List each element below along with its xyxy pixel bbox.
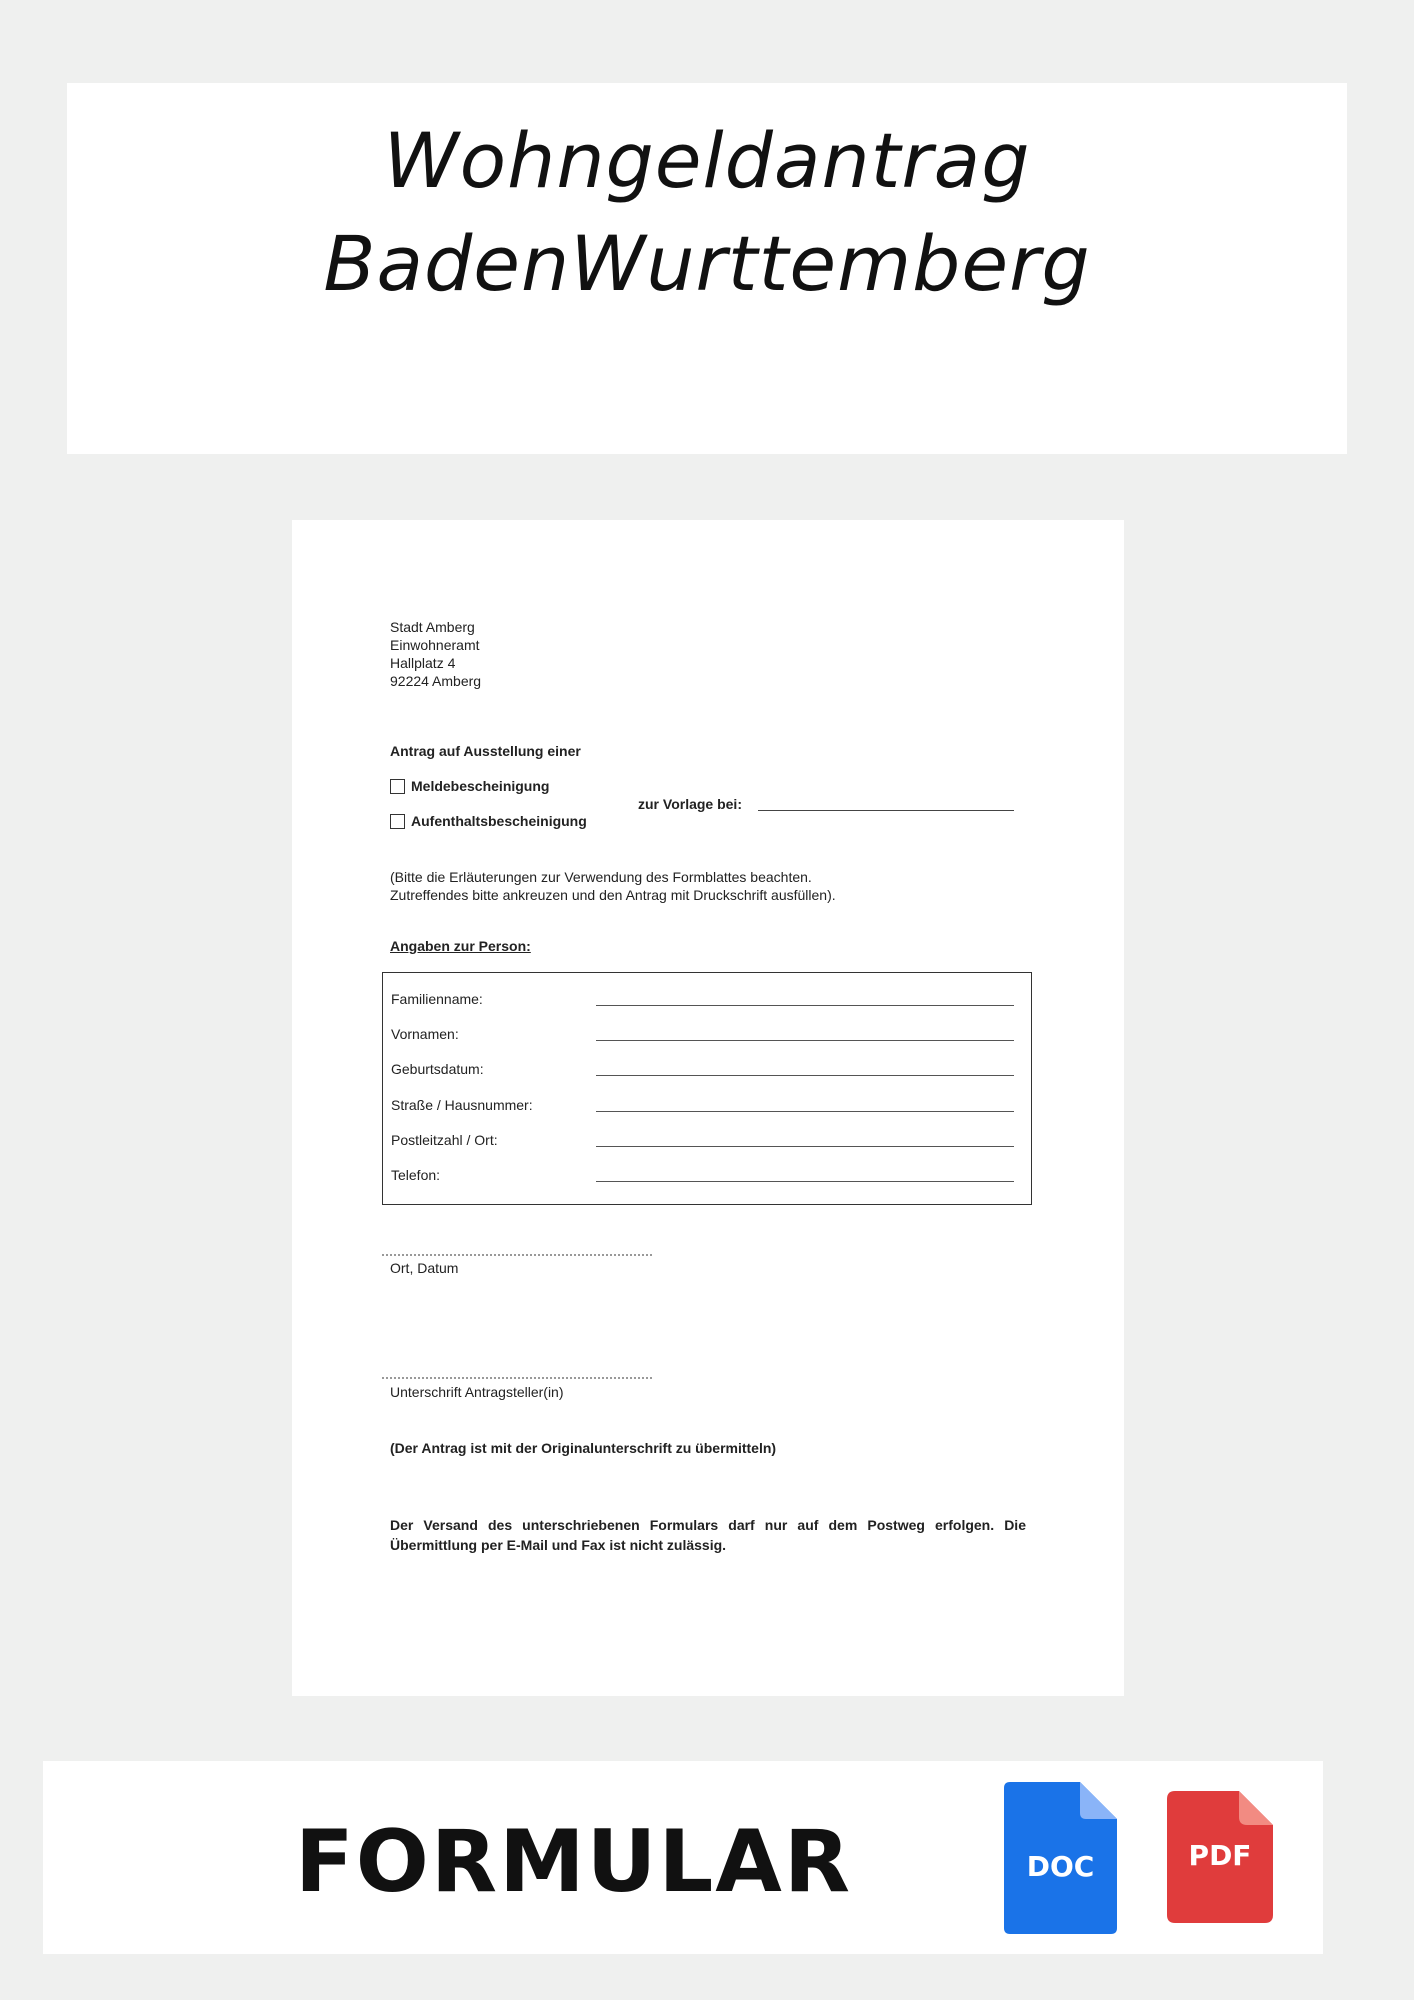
submit-to-line[interactable] [758,810,1014,811]
place-date-line[interactable] [382,1254,652,1256]
address-line: 92224 Amberg [390,673,482,689]
field-row-strasse [391,1097,1021,1117]
pdf-label: PDF [1188,1839,1252,1872]
recipient-address [390,618,481,690]
field-row-plz-ort [391,1132,1021,1152]
request-heading: Antrag auf Ausstellung einer [390,743,581,759]
footer-card [43,1761,1323,1954]
instructions-line2: Zutreffendes bitte ankreuzen und den Antrag mit Druckschrift ausfüllen). [390,887,836,903]
person-fields-box [382,972,1032,1205]
checkbox-meldebescheinigung[interactable] [390,779,405,794]
shipping-note: Der Versand des unterschriebenen Formulars darf nur auf dem Postweg erfolgen. Die Übermittlung per E-Mail und Fax ist nicht zulässig. [390,1517,1026,1553]
field-row-telefon [391,1167,1021,1187]
submit-to-label: zur Vorlage bei: [638,796,742,812]
field-label: Geburtsdatum: [391,1061,484,1077]
field-label: Familienname: [391,991,483,1007]
original-signature-note: (Der Antrag ist mit der Originalunterschrift zu übermitteln) [390,1440,777,1456]
doc-label: DOC [1026,1850,1095,1883]
field-label: Straße / Hausnummer: [391,1097,533,1113]
pdf-file-icon[interactable] [1167,1791,1273,1923]
form-document-preview [292,520,1124,1696]
option-aufenthaltsbescheinigung-label: Aufenthaltsbescheinigung [411,813,587,829]
address-line: Hallplatz 4 [390,655,456,671]
field-label: Postleitzahl / Ort: [391,1132,498,1148]
field-row-geburtsdatum [391,1061,1021,1081]
person-section-heading: Angaben zur Person: [390,938,531,954]
signature-label: Unterschrift Antragsteller(in) [390,1384,564,1400]
instructions-line1: (Bitte die Erläuterungen zur Verwendung des Formblattes beachten. [390,869,812,885]
signature-line[interactable] [382,1377,652,1379]
formular-label: FORMULAR [295,1812,853,1912]
field-line[interactable] [596,1181,1014,1182]
field-line[interactable] [596,1005,1014,1006]
field-line[interactable] [596,1075,1014,1076]
address-line: Stadt Amberg [390,619,475,635]
field-line[interactable] [596,1040,1014,1041]
page-title-line2: BadenWurttemberg [323,219,1091,308]
option-meldebescheinigung-label: Meldebescheinigung [411,778,550,794]
place-date-label: Ort, Datum [390,1260,459,1276]
page-title-line1: Wohngeldantrag [383,116,1031,205]
field-row-familienname [391,991,1021,1011]
address-line: Einwohneramt [390,637,480,653]
field-row-vornamen [391,1026,1021,1046]
field-label: Telefon: [391,1167,441,1183]
field-label: Vornamen: [391,1026,459,1042]
doc-file-icon[interactable] [1004,1782,1117,1934]
field-line[interactable] [596,1111,1014,1112]
checkbox-aufenthaltsbescheinigung[interactable] [390,814,405,829]
title-card [67,83,1347,454]
field-line[interactable] [596,1146,1014,1147]
instructions [390,868,836,904]
